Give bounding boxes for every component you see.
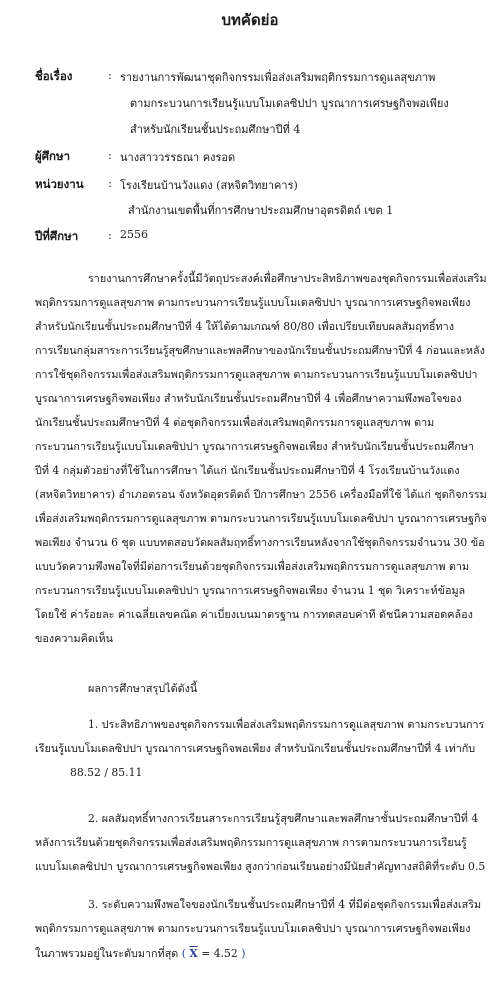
abstract-line: ของความคิดเห็น [35, 632, 114, 645]
org-label: หน่วยงาน [35, 177, 84, 191]
abstract-line: เพื่อส่งเสริมพฤติกรรมการดูแลสุขภาพ ตามกระบวนการเรียนรู้แบบโมเดลซิปปา บูรณาการเศรษฐกิจ [35, 512, 487, 525]
author-colon: : [108, 148, 112, 162]
topic-line: ตามกระบวนการเรียนรู้แบบโมเดลซิปปา บูรณาการเศรษฐกิจพอเพียง [130, 97, 449, 110]
results-heading: ผลการศึกษาสรุปได้ดังนี้ [88, 682, 198, 695]
org-colon: : [108, 176, 112, 190]
abstract-line: นักเรียนชั้นประถมศึกษาปีที่ 4 ต่อชุดกิจกรรมเพื่อส่งเสริมพฤติกรรมการดูแลสุขภาพ ตาม [35, 416, 435, 429]
open-paren: ( [181, 947, 186, 960]
page-title: บทคัดย่อ [221, 11, 279, 29]
abstract-line: การใช้ชุดกิจกรรมเพื่อส่งเสริมพฤติกรรมการดูแลสุขภาพ ตามกระบวนการเรียนรู้แบบโมเดลซิปปา [35, 368, 478, 381]
mean-symbol: $\overline{X}$ [189, 947, 198, 960]
abstract-line: กระบวนการเรียนรู้แบบโมเดลซิปปา บูรณาการเศรษฐกิจพอเพียง จำนวน 1 ชุด วิเคราะห์ข้อมูล [35, 584, 466, 597]
org-line: โรงเรียนบ้านวังแดง (สหจิตวิทยาคาร) [120, 179, 298, 192]
mean-value: = 4.52 [201, 947, 238, 960]
topic-label: ชื่อเรื่อง [35, 69, 73, 83]
topic-colon: : [108, 68, 112, 82]
result-3-line: พฤติกรรมการดูแลสุขภาพ ตามกระบวนการเรียนรู้แบบโมเดลซิปปา บูรณาการเศรษฐกิจพอเพียง [35, 922, 471, 935]
result-1-line: 1. ประสิทธิภาพของชุดกิจกรรมเพื่อส่งเสริมพฤติกรรมการดูแลสุขภาพ ตามกระบวนการ [88, 718, 485, 731]
abstract-line: บูรณาการเศรษฐกิจพอเพียง สำหรับนักเรียนชั้นประถมศึกษาปีที่ 4 เพื่อศึกษาความพึงพอใจของ [35, 392, 462, 405]
author-label: ผู้ศึกษา [35, 149, 71, 163]
close-paren: ) [241, 947, 246, 960]
org-line: สำนักงานเขตพื้นที่การศึกษาประถมศึกษาอุตรดิตถ์ เขต 1 [128, 204, 394, 217]
abstract-line: การเรียนกลุ่มสาระการเรียนรู้สุขศึกษาและพลศึกษาของนักเรียนชั้นประถมศึกษาปีที่ 4 ก่อนและหลัง [35, 344, 485, 357]
abstract-line: (สหจิตวิทยาคาร) อำเภอตรอน จังหวัดอุตรดิตถ์ ปีการศึกษา 2556 เครื่องมือที่ใช้ ได้แก่ ชุดกิจกรรม [35, 488, 487, 501]
result-3-prefix: ในภาพรวมอยู่ในระดับมากที่สุด [35, 947, 179, 960]
result-1-line: 88.52 / 85.11 [70, 766, 143, 779]
result-3-last-line [35, 945, 245, 962]
author-name: นางสาววรรธณา คงรอด [120, 151, 236, 164]
year-label: ปีที่ศึกษา [35, 229, 79, 243]
abstract-line: พฤติกรรมการดูแลสุขภาพ ตามกระบวนการเรียนรู้แบบโมเดลซิปปา บูรณาการเศรษฐกิจพอเพียง [35, 296, 471, 309]
abstract-line: ปีที่ 4 กลุ่มตัวอย่างที่ใช้ในการศึกษา ได้แก่ นักเรียนชั้นประถมศึกษาปีที่ 4 โรงเรียนบ้านวังแดง [35, 464, 460, 477]
result-1-line: เรียนรู้แบบโมเดลซิปปา บูรณาการเศรษฐกิจพอเพียง สำหรับนักเรียนชั้นประถมศึกษาปีที่ 4 เท่ากับ [35, 742, 476, 755]
result-2-line: แบบโมเดลซิปปา บูรณาการเศรษฐกิจพอเพียง สูงกว่าก่อนเรียนอย่างมีนัยสำคัญทางสถิติที่ระดับ 0.5 [35, 860, 486, 873]
abstract-line: สำหรับนักเรียนชั้นประถมศึกษาปีที่ 4 ให้ได้ตามเกณฑ์ 80/80 เพื่อเปรียบเทียบผลสัมฤทธิ์ทาง [35, 320, 454, 333]
year-value: 2556 [120, 228, 148, 241]
result-2-line: 2. ผลสัมฤทธิ์ทางการเรียนสาระการเรียนรู้สุขศึกษาและพลศึกษาชั้นประถมศึกษาปีที่ 4 [88, 812, 479, 825]
abstract-line: โดยใช้ ค่าร้อยละ ค่าเฉลี่ยเลขคณิต ค่าเบี่ยงเบนมาตรฐาน การทดสอบค่าที ดัชนีความสอดคล้อง [35, 608, 473, 621]
year-colon: : [108, 228, 112, 242]
abstract-line: พอเพียง จำนวน 6 ชุด แบบทดสอบวัดผลสัมฤทธิ์ทางการเรียนหลังจากใช้ชุดกิจกรรมจำนวน 30 ข้อ [35, 536, 485, 549]
abstract-line: แบบวัดความพึงพอใจที่มีต่อการเรียนด้วยชุดกิจกรรมเพื่อส่งเสริมพฤติกรรมการดูแลสุขภาพ ตาม [35, 560, 470, 573]
topic-line: สำหรับนักเรียนชั้นประถมศึกษาปีที่ 4 [130, 123, 301, 136]
abstract-line: กระบวนการเรียนรู้แบบโมเดลซิปปา บูรณาการเศรษฐกิจพอเพียง สำหรับนักเรียนชั้นประถมศึกษา [35, 440, 475, 453]
result-2-line: หลังการเรียนด้วยชุดกิจกรรมเพื่อส่งเสริมพฤติกรรมการดูแลสุขภาพ การตามกระบวนการเรียนรู้ [35, 836, 467, 849]
topic-line: รายงานการพัฒนาชุดกิจกรรมเพื่อส่งเสริมพฤติกรรมการดูแลสุขภาพ [120, 71, 436, 84]
result-3-line: 3. ระดับความพึงพอใจของนักเรียนชั้นประถมศึกษาปีที่ 4 ที่มีต่อชุดกิจกรรมเพื่อส่งเสริม [88, 898, 482, 911]
abstract-line: รายงานการศึกษาครั้งนี้มีวัตถุประสงค์เพื่อศึกษาประสิทธิภาพของชุดกิจกรรมเพื่อส่งเสริม [88, 272, 487, 285]
